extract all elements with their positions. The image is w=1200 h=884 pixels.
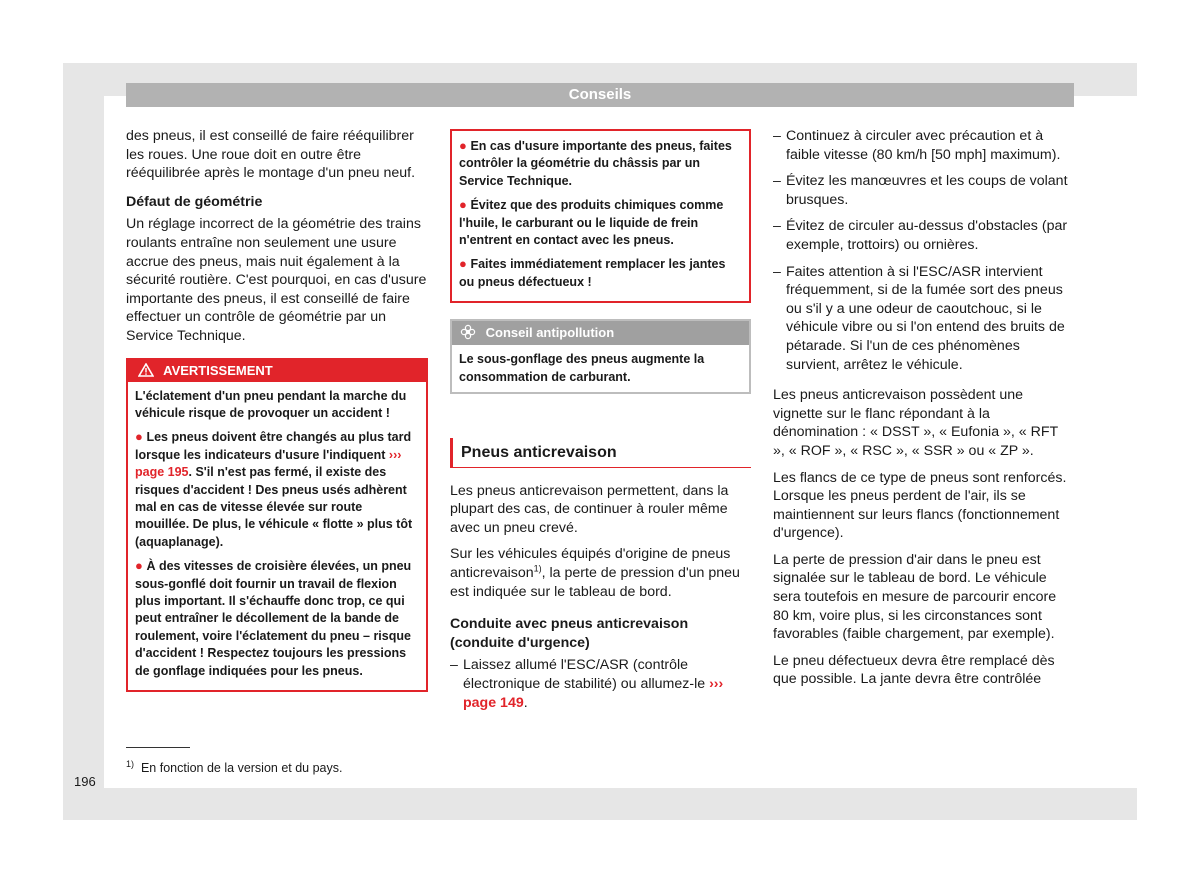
subheading: Défaut de géométrie	[126, 193, 263, 210]
environment-note-title: Conseil antipollution	[485, 325, 615, 341]
column-2	[450, 127, 751, 712]
dash-item: – Évitez les manœuvres et les coups de volant brusques.	[773, 173, 1068, 208]
warning-bullet: ● En cas d'usure importante des pneus, faites contrôler la géométrie du châssis par un Service Technique.	[459, 138, 732, 188]
warning-title: AVERTISSEMENT	[163, 362, 273, 378]
page-number: 196	[74, 774, 96, 789]
bullet-icon: ●	[459, 197, 471, 213]
paragraph: Les pneus anticrevaison possèdent une vignette sur le flanc répondant à la dénomination : « DSST », « Eufonia », « RFT », « ROF », « RSC », « SSR » ou « ZP ».	[773, 387, 1058, 459]
warning-bullet: ● Évitez que des produits chimiques comme l'huile, le carburant ou le liquide de frein n'entrent en contact avec les pneus.	[459, 197, 724, 248]
warning-intro: L'éclatement d'un pneu pendant la marche du véhicule risque de provoquer un accident !	[135, 388, 407, 420]
warning-bullet: ● À des vitesses de croisière élevées, un pneu sous-gonflé doit fournir un travail de flexion plus important. Il s'échauffe donc trop, ce qui peut entraîner le décollement de la bande de roulement, voire l'éclatement du pneu – risque d'accident ! Respectez toujours les pressions de gonflage indiquées pour les pneus.	[135, 558, 412, 678]
footnote-marker: 1)	[533, 563, 542, 574]
paragraph: Les pneus anticrevaison permettent, dans la plupart des cas, de continuer à rouler même avec un pneu crevé.	[450, 482, 729, 536]
dash-item: – Continuez à circuler avec précaution et à faible vitesse (80 km/h [50 mph] maximum).	[773, 128, 1061, 163]
warning-bullet: ● Les pneus doivent être changés au plus tard lorsque les indicateurs d'usure l'indiquent ››› page 195. S'il n'est pas fermé, il existe des risques d'accident ! Des pneus usés adhèrent mal en cas de vitesse élevée sur route mouillée. De plus, le véhicule « flotte » plus tôt (aquaplanage).	[135, 429, 413, 549]
footnote-rule	[126, 747, 190, 748]
environment-note	[450, 319, 751, 394]
subheading: Conduite avec pneus anticrevaison (conduite d'urgence)	[450, 616, 689, 651]
page-link[interactable]: ››› page 149	[463, 676, 724, 711]
bullet-icon: ●	[135, 429, 147, 445]
warning-box	[126, 358, 428, 693]
paragraph: Un réglage incorrect de la géométrie des trains roulants entraîne non seulement une usure accrue des pneus, mais nuit également à la sécurité routière. C'est pourquoi, en cas d'usure importante des pneus, il est conseillé de faire effectuer un contrôle de géométrie par un Service Technique.	[126, 216, 427, 344]
paragraph: Le pneu défectueux devra être remplacé dès que possible. La jante devra être contrôlée	[773, 652, 1055, 688]
bullet-icon: ●	[459, 138, 471, 153]
column-3	[773, 127, 1073, 689]
page-header: Conseils	[126, 83, 1074, 107]
paragraph: Les flancs de ce type de pneus sont renforcés. Lorsque les pneus perdent de l'air, ils se maintiennent sur leurs flancs (fonctionnement d'urgence).	[773, 469, 1067, 542]
dash-item: – Évitez de circuler au-dessus d'obstacles (par exemple, trottoirs) ou ornières.	[773, 218, 1068, 253]
paragraph: Sur les véhicules équipés d'origine de pneus anticrevaison$^{1)}$, la perte de pression d'un pneu est indiquée sur le tableau de bord.	[450, 546, 740, 600]
paragraph: des pneus, il est conseillé de faire rééquilibrer les roues. Une roue doit en outre être rééquilibrée après le montage d'un pneu neuf.	[126, 128, 416, 182]
environment-note-body: Le sous-gonflage des pneus augmente la consommation de carburant.	[459, 352, 705, 384]
bullet-icon: ●	[135, 558, 147, 574]
dash-item: – Faites attention à si l'ESC/ASR intervient fréquemment, si de la fumée sort des pneus ou s'il y a une odeur de caoutchouc, si le véhicule vibre ou si l'on entend des bruits de pétarade. Si l'un de ces phénomènes survient, arrêtez le véhicule.	[773, 263, 1065, 373]
warning-box-continued	[450, 129, 751, 303]
column-1	[126, 127, 428, 692]
footnote: $^{1)}$ En fonction de la version et du pays.	[126, 758, 343, 775]
dash-item: – Laissez allumé l'ESC/ASR (contrôle électronique de stabilité) ou allumez-le ››› page 149.	[450, 657, 724, 711]
environment-note-header	[452, 321, 749, 345]
warning-body	[128, 382, 426, 691]
flower-icon	[460, 325, 486, 340]
warning-bullet: ● Faites immédiatement remplacer les jantes ou pneus défectueux !	[459, 256, 726, 289]
warning-body	[452, 131, 749, 301]
bullet-icon: ●	[459, 256, 471, 272]
section-title: Pneus anticrevaison	[450, 438, 751, 468]
warning-header	[128, 360, 426, 382]
paragraph: La perte de pression d'air dans le pneu est signalée sur le tableau de bord. Le véhicule sera toutefois en mesure de parcourir encore 80 km, voire plus, si les circonstances sont favorables (faible chargement, par exemple).	[773, 551, 1057, 643]
page-link[interactable]: ››› page 195	[135, 447, 402, 480]
warning-triangle-icon	[138, 363, 163, 378]
